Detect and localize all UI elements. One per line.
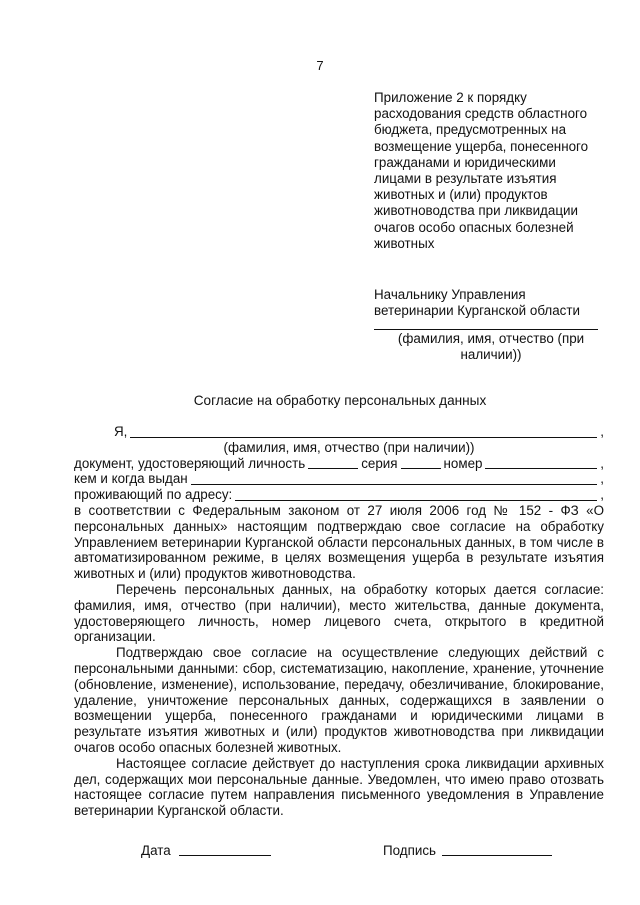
fio-line	[74, 424, 604, 440]
series-label: серия	[361, 455, 398, 471]
consent-body	[74, 424, 604, 819]
issued-field[interactable]	[191, 472, 598, 485]
appendix-line: Приложение 2 к порядку	[374, 90, 527, 105]
appendix-line: расходования средств областного	[374, 106, 588, 122]
issued-line	[74, 471, 604, 487]
issued-label: кем и когда выдан	[74, 471, 188, 487]
appendix-line: гражданами и юридическими	[374, 154, 556, 170]
number-label: номер	[443, 455, 483, 471]
document-title: Согласие на обработку персональных данных	[193, 393, 487, 408]
appendix-line: животных	[374, 235, 435, 251]
address-line	[74, 487, 604, 503]
appendix-line: бюджета, предусмотренных на	[374, 122, 567, 138]
series-field[interactable]	[401, 456, 441, 469]
addressee-line: ветеринарии Курганской области	[374, 303, 580, 319]
comma: ,	[600, 424, 604, 439]
appendix-line: животных и (или) продуктов	[374, 187, 548, 203]
appendix-line: лицами в результате изъятия	[374, 171, 557, 187]
addressee-line: Начальнику Управления	[374, 287, 526, 302]
address-label: проживающий по адресу:	[74, 487, 233, 503]
date-field[interactable]	[179, 843, 271, 856]
appendix-line: возмещение ущерба, понесенного	[374, 138, 589, 154]
validity-paragraph: Настоящее согласие действует до наступления срока ликвидации архивных дел, содержащих мои персональные данные. Уведомлен, что имею право отозвать настоящее согласие путем направления письменного уведомления в Управление ветеринарии Курганской области.	[74, 755, 604, 819]
page-number: 7	[316, 58, 324, 73]
actions-paragraph: Подтверждаю свое согласие на осуществление следующих действий с персональными данными: сбор, систематизацию, накопление, хранение, уточнение (обновление, изменение), использование, передачу, обезличивание, блокирование, удаление, уничтожение персональных данных, содержащихся в заявлении о возмещении ущерба, понесенного гражданами и юридическими лицами в результате изъятия животных и (или) продуктов животноводства при ликвидации очагов особо опасных болезней животных.	[74, 645, 604, 755]
signature-label: Подпись	[383, 843, 436, 858]
addressee-fio-hint: (фамилия, имя, отчество (при наличии))	[397, 331, 585, 363]
fio-field[interactable]	[130, 425, 597, 438]
comma: ,	[600, 455, 604, 471]
number-field[interactable]	[485, 456, 597, 469]
appendix-header	[374, 90, 606, 252]
data-list-paragraph: Перечень персональных данных, на обработку которых дается согласие: фамилия, имя, отчество (при наличии), место жительства, данные документа, удостоверяющего личность, номер лицевого счета, открытого в кредитной организации.	[74, 581, 604, 645]
appendix-line: очагов особо опасных болезней	[374, 219, 574, 235]
signature-group	[383, 843, 555, 858]
appendix-line: животноводства при ликвидации	[374, 203, 578, 219]
comma: ,	[600, 487, 604, 503]
addressee-block	[374, 287, 606, 319]
date-group	[141, 843, 274, 858]
fio-hint: (фамилия, имя, отчество (при наличии))	[223, 439, 475, 455]
i-label: Я,	[114, 424, 128, 439]
doc-type-field[interactable]	[308, 456, 358, 469]
comma: ,	[600, 471, 604, 487]
address-field[interactable]	[235, 488, 597, 501]
date-label: Дата	[141, 843, 171, 858]
signature-field[interactable]	[442, 843, 552, 856]
addressee-fio-field[interactable]	[374, 329, 598, 330]
consent-paragraph: в соответствии с Федеральным законом от 27 июля 2006 год № 152 - ФЗ «О персональных данных» настоящим подтверждаю свое согласие на обработку Управлением ветеринарии Курганской области персональных данных, в том числе в автоматизированном режиме, в целях возмещения ущерба в результате изъятия животных и (или) продуктов животноводства.	[74, 502, 604, 582]
doc-label: документ, удостоверяющий личность	[74, 455, 306, 471]
document-line	[74, 456, 604, 472]
